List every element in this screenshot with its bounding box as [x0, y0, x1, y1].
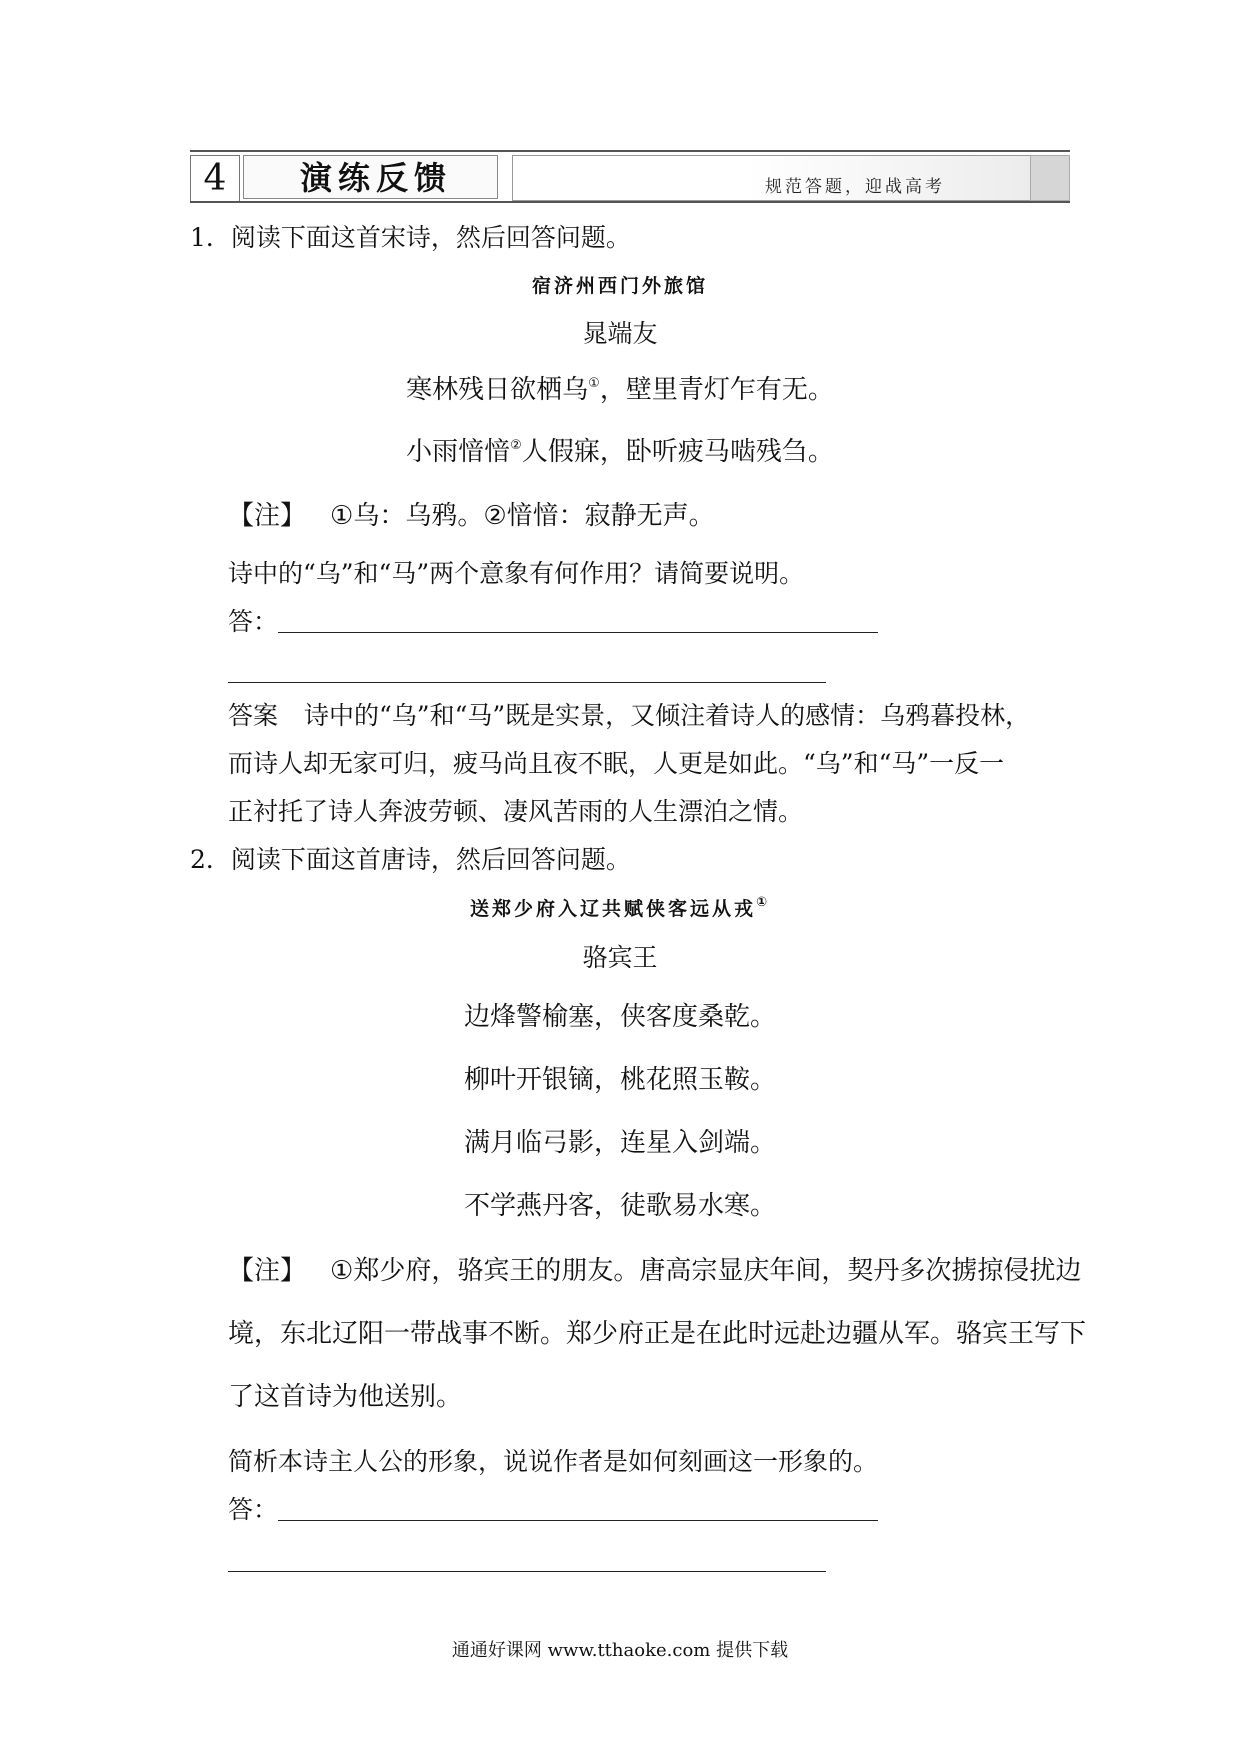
q1-line2-rest: 人假寐，卧听疲马啮残刍。 — [521, 437, 834, 467]
q2-poem-line-1: 边烽警榆塞，侠客度桑乾。 — [463, 1002, 776, 1032]
q2-title-footnote-mark: ① — [756, 895, 771, 910]
q1-note-label: 【注】 — [228, 501, 307, 531]
q2-note-label: 【注】 — [228, 1256, 307, 1286]
q2-poem-line-3: 满月临弓影，连星入剑端。 — [463, 1128, 776, 1158]
q2-poem-author: 骆宾王 — [582, 943, 658, 972]
header-rule-bottom — [190, 201, 1070, 203]
q2-answer-blank-1[interactable] — [278, 1502, 878, 1521]
q1-poem-title: 宿济州西门外旅馆 — [531, 275, 708, 297]
q2-poem-title — [0, 893, 1240, 925]
q1-poem-line-1 — [0, 374, 1240, 406]
q1-note — [228, 500, 715, 532]
q2-prompt: 2．阅读下面这首唐诗，然后回答问题。 — [190, 845, 631, 874]
q2-note-line-3: 了这首诗为他送别。 — [228, 1382, 463, 1412]
q2-poem-title-text: 送郑少府入辽共赋侠客远从戎 — [469, 898, 756, 920]
q2-answer-prefix: 答： — [228, 1495, 279, 1524]
q2-answer-blank-2[interactable] — [228, 1553, 826, 1572]
header-rule-top — [190, 150, 1070, 152]
header-end-block — [1030, 155, 1070, 201]
q1-question: 诗中的“乌”和“马”两个意象有何作用？请简要说明。 — [228, 559, 805, 588]
q1-answer-blank-2[interactable] — [228, 664, 826, 683]
page-footer: 通通好课网 www.tthaoke.com 提供下载 — [451, 1640, 789, 1661]
q1-answer-text-1: 诗中的“乌”和“马”既是实景，又倾注着诗人的感情：乌鸦暮投林， — [304, 701, 1031, 730]
q1-note-text: ①乌：乌鸦。②愔愔：寂静无声。 — [330, 501, 715, 531]
q1-answer-line-2 — [228, 656, 826, 688]
q1-prompt: 1．阅读下面这首宋诗，然后回答问题。 — [190, 223, 631, 252]
q2-poem-line-2: 柳叶开银镝，桃花照玉鞍。 — [463, 1065, 776, 1095]
q1-poem-author: 晁端友 — [582, 319, 658, 348]
q1-answer-text-3: 正衬托了诗人奔波劳顿、凄风苦雨的人生漂泊之情。 — [228, 797, 804, 826]
q1-line1-rest: ，壁里青灯乍有无。 — [599, 375, 834, 405]
q1-answer-prefix: 答： — [228, 607, 279, 636]
q2-answer-line-1 — [228, 1494, 878, 1526]
q1-answer-text-2: 而诗人却无家可归，疲马尚且夜不眠，人更是如此。“乌”和“马”一反一 — [228, 749, 1005, 778]
q1-poem-line-2 — [0, 436, 1240, 468]
q2-note-text-1: ①郑少府，骆宾王的朋友。唐高宗显庆年间，契丹多次掳掠侵扰边 — [330, 1256, 1082, 1286]
q2-question: 简析本诗主人公的形象，说说作者是如何刻画这一形象的。 — [228, 1447, 879, 1476]
q1-line2-text: 小雨愔愔 — [406, 437, 511, 467]
section-title: 演练反馈 — [243, 155, 498, 199]
q1-line1-footnote-mark: ① — [588, 376, 600, 391]
q1-answer-blank-1[interactable] — [278, 614, 878, 633]
q2-note-line-2: 境，东北辽阳一带战事不断。郑少府正是在此时远赴边疆从军。骆宾王写下 — [228, 1319, 1087, 1349]
section-number: 4 — [190, 155, 240, 203]
q2-answer-line-2 — [228, 1545, 826, 1577]
q2-poem-line-4: 不学燕丹客，徒歌易水寒。 — [463, 1191, 776, 1221]
q1-line1-text: 寒林残日欲栖乌 — [406, 375, 589, 405]
q1-answer-label: 答案 — [228, 701, 279, 730]
header-slogan: 规范答题，迎战高考 — [765, 177, 945, 197]
q1-answer-para-1 — [228, 700, 1030, 732]
q1-answer-line-1 — [228, 606, 878, 638]
q1-line2-footnote-mark: ② — [510, 438, 522, 453]
q2-note-line-1 — [228, 1255, 1081, 1287]
